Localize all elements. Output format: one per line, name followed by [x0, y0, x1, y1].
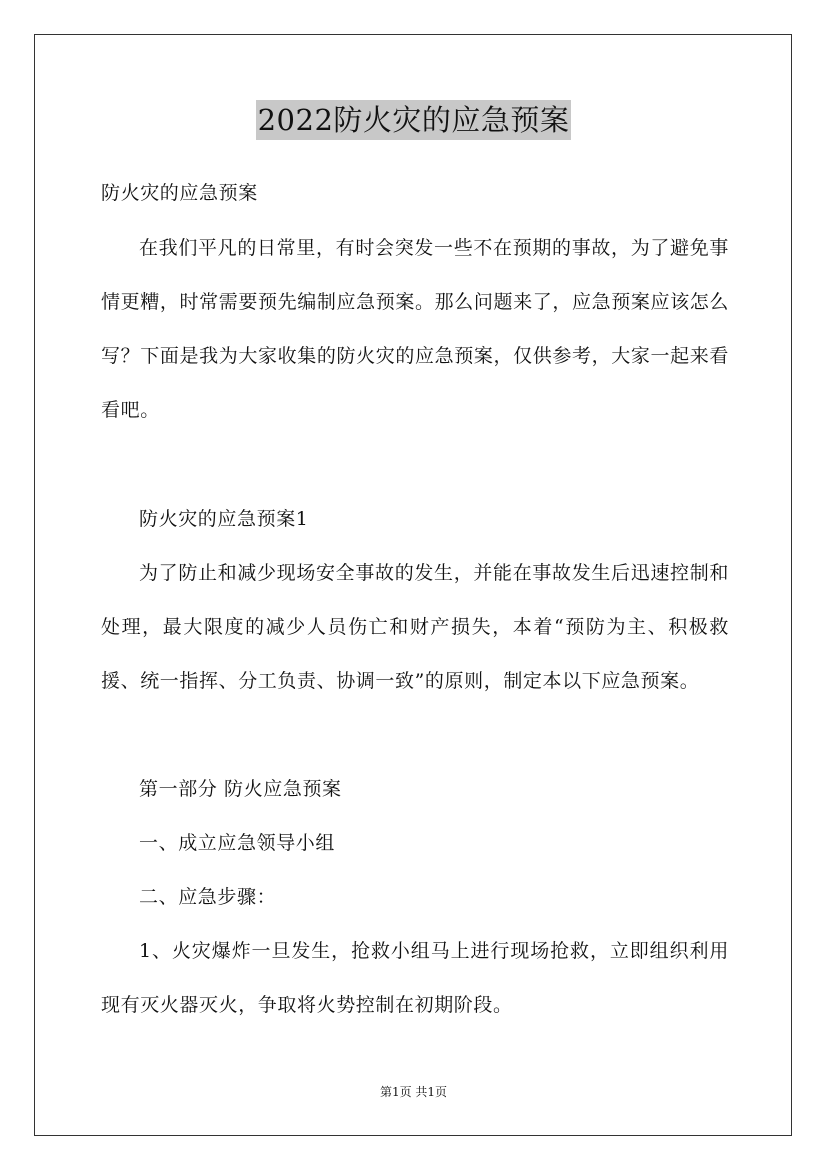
document-title: 2022防火灾的应急预案 — [256, 100, 572, 140]
section1-heading: 防火灾的应急预案1 — [139, 508, 309, 530]
section1-paragraph: 为了防止和减少现场安全事故的发生，并能在事故发生后迅速控制和处理，最大限度的减少人员伤亡和财产损失，本着“预防为主、积极救援、统一指挥、分工负责、协调一致”的原则，制定本以下应急预案。 — [101, 562, 729, 692]
title-container — [0, 100, 827, 140]
item-two: 二、应急步骤： — [139, 886, 277, 908]
page-footer: 第1页 共1页 — [379, 1085, 448, 1099]
step-one-paragraph: 1、火灾爆炸一旦发生，抢救小组马上进行现场抢救，立即组织利用现有灭火器灭火，争取将火势控制在初期阶段。 — [101, 940, 729, 1016]
part1-heading: 第一部分 防火应急预案 — [139, 778, 342, 800]
intro-paragraph: 在我们平凡的日常里，有时会突发一些不在预期的事故，为了避免事情更糟，时常需要预先编制应急预案。那么问题来了，应急预案应该怎么写？下面是我为大家收集的防火灾的应急预案，仅供参考，大家一起来看看吧。 — [101, 237, 729, 421]
document-subtitle: 防火灾的应急预案 — [101, 182, 258, 204]
item-one: 一、成立应急领导小组 — [139, 832, 336, 854]
